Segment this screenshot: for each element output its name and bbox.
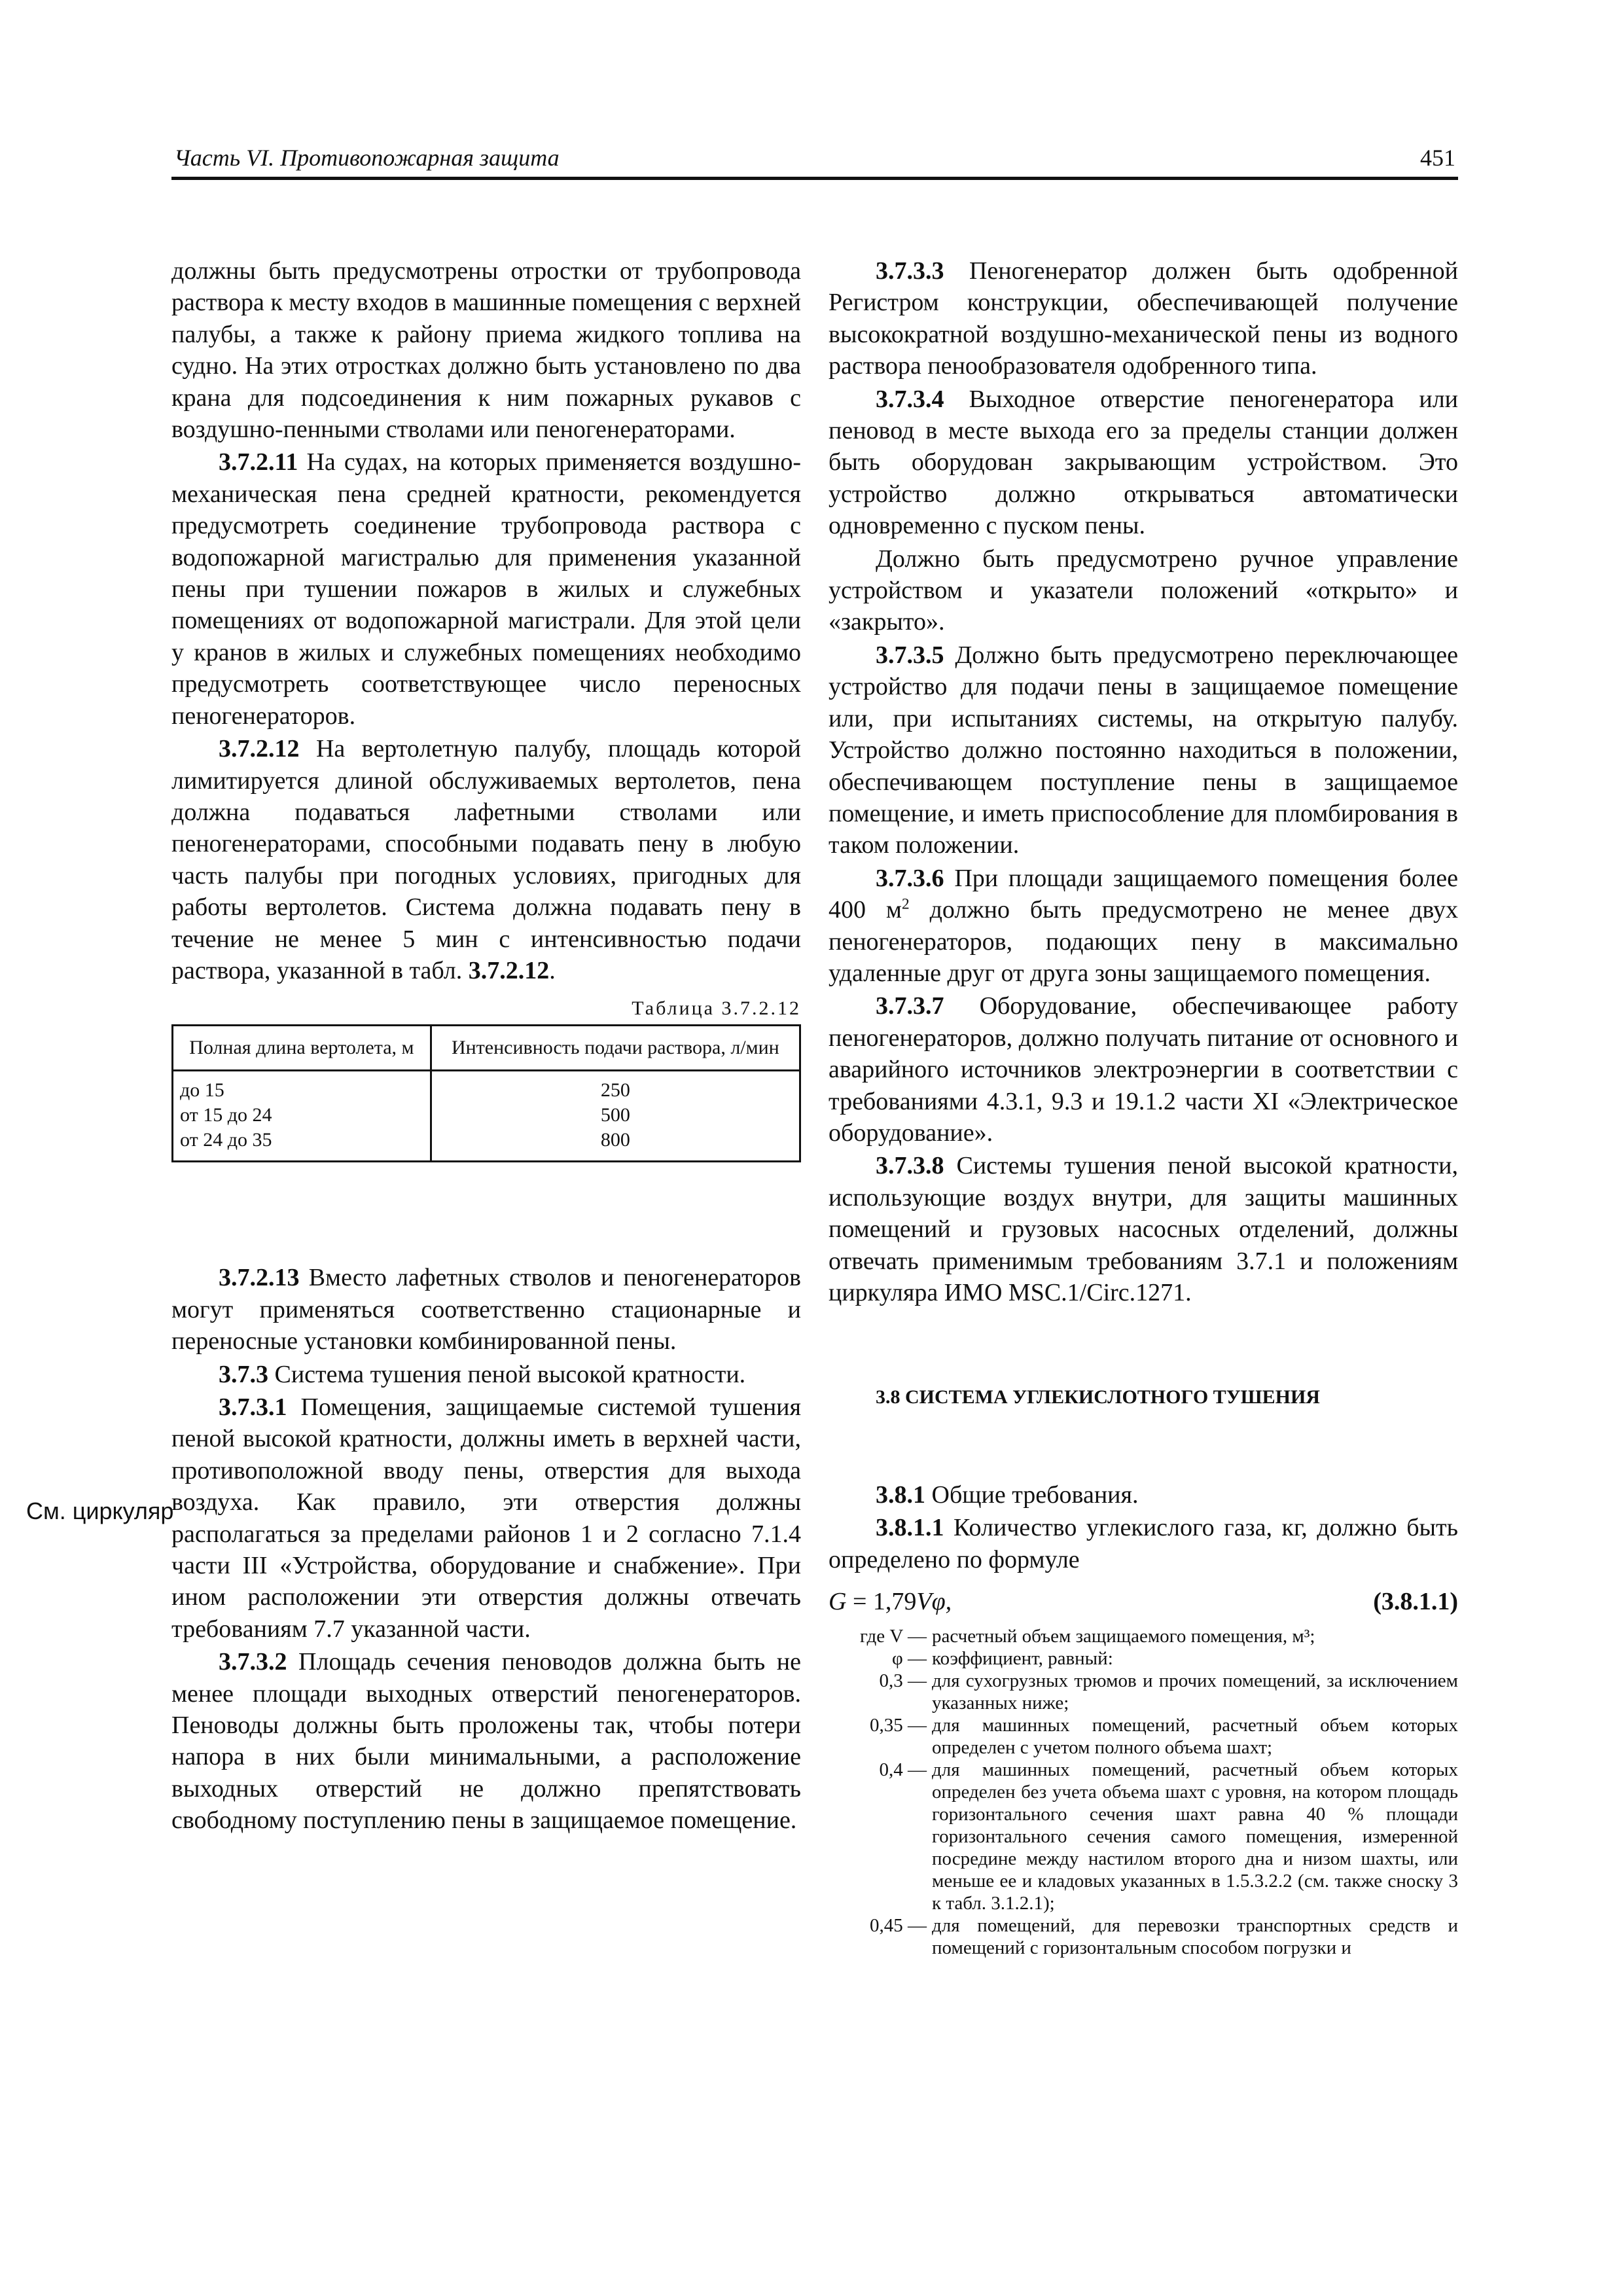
running-header [171,143,1458,180]
right-column [829,255,1458,1959]
legend-row: 0,4 — для машинных помещений, расчетный объем которых определен без учета объема шахт с уровня, на котором площадь горизонтального сечения шахт равна 40 % площади горизонтального сечения самого помещения, измеренной посредине между настилом второго дна и низом шахты, или меньше ее и кладовых указанных в 1.5.3.2.2 (см. также сноску 3 к табл. 3.1.2.1); [879,1759,1458,1914]
legend-row: 0,35 — для машинных помещений, расчетный объем которых определен с учетом полного объема шахт; [870,1715,1458,1759]
table-header-cell: Интенсивность подачи раствора, л/мин [431,1026,800,1071]
paragraph-3-8-1-1: 3.8.1.1 Количество углекислого газа, кг, должно быть определено по формуле [829,1514,1458,1573]
page-number: 451 [1420,145,1455,171]
table-row [173,1128,800,1162]
running-header-title: Часть VI. Противопожарная защита [174,145,560,171]
paragraph-3-7-2-12: 3.7.2.12 На вертолетную палубу, площадь которой лимитируется длиной обслуживаемых вертолетов, пена должна подаваться лафетными стволами или пеногенераторами, способными подавать пену в любую часть палубы при погодных условиях, пригодных для работы вертолетов. Система должна подавать пену в течение не менее 5 мин с интенсивностью подачи раствора, указанной в табл. 3.7.2.12. [171,735,801,984]
legend-row: 0,3 — для сухогрузных трюмов и прочих помещений, за исключением указанных ниже; [879,1670,1458,1714]
section-heading: 3.8 СИСТЕМА УГЛЕКИСЛОТНОГО ТУШЕНИЯ [876,1386,1320,1408]
paragraph: Должно быть предусмотрено ручное управление устройством и указатели положений «открыто» и «закрыто». [829,545,1458,636]
table-cell: 800 [431,1128,800,1162]
table-cell: от 15 до 24 [180,1104,272,1126]
formula [829,1586,1458,1617]
paragraph-3-7-3-6: 3.7.3.6 При площади защищаемого помещения более 400 $м^2$ должно быть предусмотрено не менее двух пеногенераторов, подающих пену в максимально удаленные друг от друга зоны защищаемого помещения. [829,864,1458,987]
table-cell: от 24 до 35 [180,1129,272,1151]
table-cell: 250 [431,1071,800,1103]
table-caption: Таблица 3.7.2.12 [632,997,801,1020]
paragraph-3-7-3-2: 3.7.3.2 Площадь сечения пеноводов должна быть не менее площади выходных отверстий пеногенераторов. Пеноводы должны быть проложены так, чтобы потери напора в них были минимальными, а расположение выходных отверстий не должно препятствовать свободному поступлению пены в защищаемое помещение. [171,1648,802,1835]
legend-row: где V — расчетный объем защищаемого помещения, м³; [860,1626,1315,1647]
table-row [173,1103,800,1128]
legend-row: 0,45 — для помещений, для перевозки транспортных средств и помещений с горизонтальным способом погрузки и [870,1915,1458,1959]
paragraph-3-7-3-7: 3.7.3.7 Оборудование, обеспечивающее работу пеногенераторов, должно получать питание от основного и аварийного источников электроэнергии в соответствии с требованиями 4.3.1, 9.3 и 19.1.2 части XI «Электрическое оборудование». [829,992,1458,1147]
paragraph-3-8-1: 3.8.1 Общие требования. [876,1480,1139,1509]
paragraph-3-7-3-3: 3.7.3.3 Пеногенератор должен быть одобренной Регистром конструкции, обеспечивающей получение высокократной воздушно-механической пены из водного раствора пенообразователя одобренного типа. [829,257,1459,380]
paragraph-3-7-3-5: 3.7.3.5 Должно быть предусмотрено переключающее устройство для подачи пены в защищаемое помещение или, при испытаниях системы, на открытую палубу. Устройство должно постоянно находиться в положении, обеспечивающем поступление пены в защищаемое помещение, и иметь приспособление для пломбирования в таком положении. [829,641,1459,859]
paragraph-3-7-3: 3.7.3 Система тушения пеной высокой кратности. [219,1360,746,1388]
table-header-cell: Полная длина вертолета, м [173,1026,431,1071]
paragraph-3-7-3-8: 3.7.3.8 Системы тушения пеной высокой кратности, использующие воздух внутри, для защиты машинных помещений и грузовых насосных отделений, должны отвечать применимым требованиям 3.7.1 и положениям циркуляра ИМО MSC.1/Circ.1271. [829,1152,1459,1306]
table-cell: 500 [431,1103,800,1128]
margin-note: См. циркуляр [26,1498,174,1524]
table-row [173,1071,800,1103]
paragraph-3-7-2-11: 3.7.2.11 На судах, на которых применяется воздушно-механическая пена средней кратности, рекомендуется предусмотреть соединение трубопровода раствора с водопожарной магистралью для применения указанной пены при тушении пожаров в жилых и служебных помещениях от водопожарной магистрали. Для этой цели у кранов в жилых и служебных помещениях необходимо предусмотреть соответствующее число переносных пеногенераторов. [171,448,801,730]
legend-row: φ — коэффициент, равный: [892,1648,1113,1670]
formula-expression: G = 1,79Vφ, [829,1588,952,1616]
paragraph: должны быть предусмотрены отростки от трубопровода раствора к месту входов в машинные помещения с верхней палубы, а также к району приема жидкого топлива на судно. На этих отростках должно быть установлено по два крана для подсоединения к ним пожарных рукавов с воздушно-пенными стволами или пеногенераторами. [171,257,801,444]
paragraph-3-7-3-1: 3.7.3.1 Помещения, защищаемые системой тушения пеной высокой кратности, должны иметь в верхней части, противоположной вводу пены, отверстия для выхода воздуха. Как правило, эти отверстия должны располагаться за пределами районов 1 и 2 согласно 7.1.4 части III «Устройства, оборудование и снабжение». При ином расположении эти отверстия должны отвечать требованиям 7.7 указанной части. [171,1393,801,1643]
helicopter-foam-table [171,1024,801,1162]
formula-number: (3.8.1.1) [1373,1588,1458,1616]
paragraph-3-7-2-13: 3.7.2.13 Вместо лафетных стволов и пеногенераторов могут применяться соответственно стационарные и переносные установки комбинированной пены. [171,1264,801,1355]
formula-legend [829,1625,1458,1959]
left-column [171,255,801,1837]
table-cell: до 15 [180,1079,224,1102]
paragraph-3-7-3-4: 3.7.3.4 Выходное отверстие пеногенератора или пеновод в месте выхода его за пределы станции должен быть оборудован закрывающим устройством. Это устройство должно открываться автоматически одновременно с пуском пены. [829,385,1458,540]
